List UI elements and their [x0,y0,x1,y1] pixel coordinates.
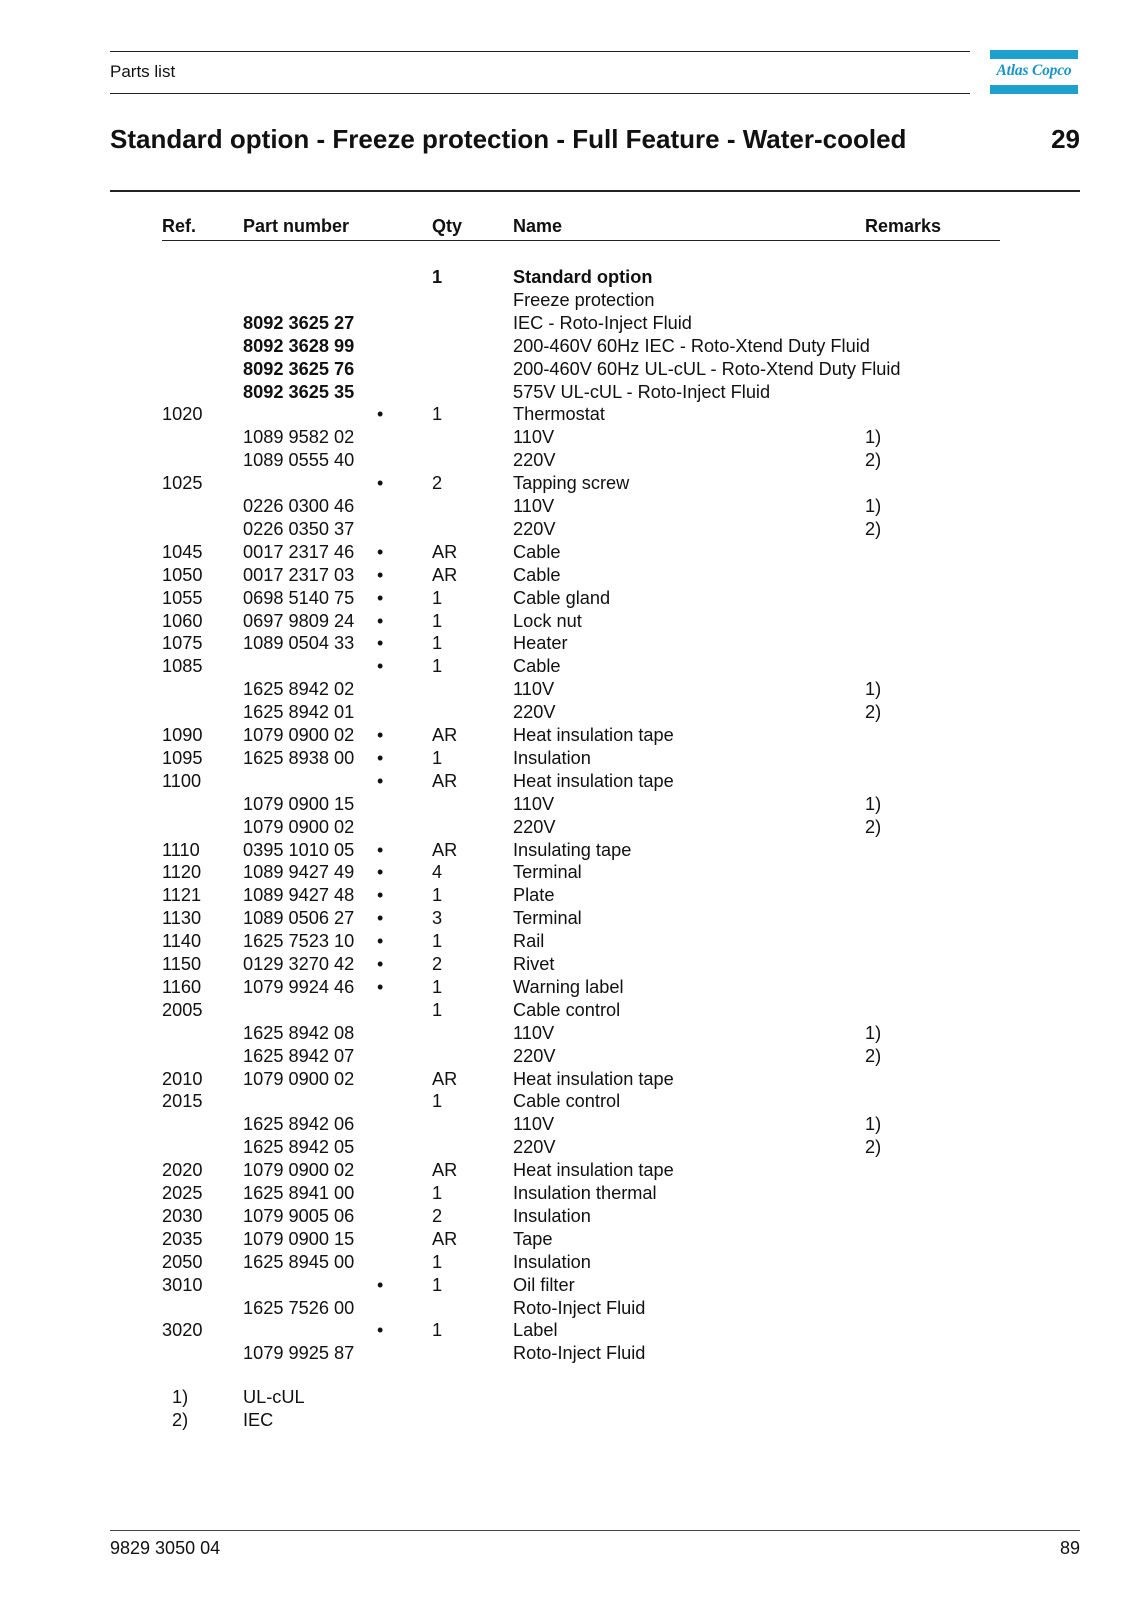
bullet-marker: • [377,725,384,745]
table-row [0,816,1131,839]
table-row [0,1205,1131,1228]
table-row [0,770,1131,793]
part-number-cell: 0226 0350 37 [243,518,355,539]
name-cell: 220V [513,816,556,837]
qty-cell: 1 [432,1274,443,1295]
name-cell: 220V [513,1137,556,1158]
table-row [0,1251,1131,1274]
remarks-cell: 1) [865,793,882,814]
table-row [0,495,1131,518]
table-row [0,1045,1131,1068]
ref-cell: 1020 [162,404,203,425]
ref-cell: 1045 [162,541,203,562]
ref-cell: 2025 [162,1183,203,1203]
name-cell: Cable gland [513,587,611,608]
remarks-cell: 1) [865,1114,882,1135]
name-cell: 200-460V 60Hz UL-cUL - Roto-Xtend Duty Fluid [513,358,901,379]
footnote-text: UL-cUL [243,1387,305,1408]
part-number-cell: 1625 8942 07 [243,1045,355,1066]
ref-cell: 2030 [162,1205,203,1226]
table-row [0,564,1131,587]
name-cell: Oil filter [513,1274,575,1295]
bullet-marker: • [377,747,384,768]
name-cell: Cable [513,564,561,585]
remarks-cell: 1) [865,679,882,700]
table-row [0,976,1131,999]
footnote-text: IEC [243,1410,274,1431]
table-row [0,358,1131,381]
name-cell: Plate [513,885,555,906]
bullet-marker: • [377,633,384,654]
footnote [0,1386,1131,1409]
bullet-marker: • [377,656,384,677]
name-cell: Heat insulation tape [513,1068,674,1089]
qty-cell: 1 [432,656,443,677]
name-cell: Insulation thermal [513,1183,657,1203]
remarks-cell: 1) [865,496,882,516]
qty-cell: AR [432,1160,458,1181]
qty-cell: AR [432,1068,458,1089]
table-row [0,1159,1131,1182]
table-row [0,1113,1131,1136]
part-number-cell: 0226 0300 46 [243,496,355,516]
table-row [0,953,1131,976]
part-number-cell: 1079 9925 87 [243,1343,355,1364]
ref-cell: 2020 [162,1160,203,1181]
remarks-cell: 2) [865,1045,882,1066]
qty-cell: 1 [432,1091,443,1112]
name-cell: Terminal [513,908,582,929]
remarks-cell: 2) [865,450,882,471]
bullet-marker: • [377,862,384,883]
part-number-cell: 1625 8945 00 [243,1251,355,1272]
ref-cell: 2015 [162,1091,203,1112]
name-cell: Insulation [513,1205,591,1226]
part-number-cell: 1625 8942 05 [243,1137,355,1158]
part-number-cell: 1625 8942 02 [243,679,355,700]
name-cell: Lock nut [513,610,582,631]
table-row [0,266,1131,289]
table-row [0,747,1131,770]
table-row [0,1090,1131,1113]
ref-cell: 1050 [162,564,203,585]
bullet-marker: • [377,473,384,494]
part-number-cell: 1079 0900 02 [243,816,355,837]
qty-cell: 1 [432,931,443,952]
table-row [0,449,1131,472]
column-header-part-number: Part number [243,216,350,236]
table-row [0,839,1131,862]
section-number: 29 [1051,124,1080,154]
part-number-cell: 1089 0504 33 [243,633,355,654]
bullet-marker: • [377,587,384,608]
qty-cell: AR [432,541,458,562]
name-cell: Cable control [513,999,621,1020]
ref-cell: 3020 [162,1320,203,1341]
bullet-marker: • [377,885,384,906]
table-row [0,1182,1131,1205]
part-number-cell: 8092 3625 35 [243,381,355,402]
ref-cell: 1130 [162,908,202,929]
name-cell: Thermostat [513,404,605,425]
bullet-marker: • [377,976,384,997]
part-number-cell: 1079 0900 02 [243,1160,355,1181]
name-cell: 110V [513,496,555,516]
table-row [0,541,1131,564]
ref-cell: 1085 [162,656,203,677]
page-title: Standard option - Freeze protection - Full Feature - Water-cooled [110,124,907,154]
part-number-cell: 1089 9427 48 [243,885,355,906]
name-cell: Insulation [513,747,591,768]
part-number-cell: 1079 0900 15 [243,1228,355,1249]
name-cell: 110V [513,427,555,448]
table-row [0,426,1131,449]
remarks-cell: 1) [865,427,882,448]
ref-cell: 1150 [162,954,202,974]
qty-cell: 2 [432,954,443,974]
table-row [0,632,1131,655]
remarks-cell: 2) [865,1137,882,1158]
name-cell: IEC - Roto-Inject Fluid [513,312,692,333]
bullet-marker: • [377,610,384,631]
qty-cell: AR [432,725,458,745]
part-number-cell: 0017 2317 03 [243,564,355,585]
name-cell: 220V [513,450,556,471]
part-number-cell: 0395 1010 05 [243,839,355,860]
part-number-cell: 0129 3270 42 [243,954,355,974]
table-row [0,289,1131,312]
section-label: Parts list [110,62,176,81]
ref-cell: 1090 [162,725,203,745]
ref-cell: 2010 [162,1068,203,1089]
ref-cell: 2005 [162,999,203,1020]
qty-cell: 1 [432,587,443,608]
table-row [0,335,1131,358]
footnote [0,1409,1131,1432]
name-cell: Cable [513,541,561,562]
name-cell: Rail [513,931,545,952]
part-number-cell: 1079 9005 06 [243,1205,355,1226]
qty-cell: 1 [432,976,443,997]
name-cell: 110V [513,1114,555,1135]
name-cell: Warning label [513,976,624,997]
table-row [0,472,1131,495]
part-number-cell: 1089 0506 27 [243,908,355,929]
table-row [0,724,1131,747]
part-number-cell: 1089 9582 02 [243,427,355,448]
table-row [0,1319,1131,1342]
ref-cell: 1160 [162,976,202,997]
ref-cell: 1075 [162,633,203,654]
table-row [0,1342,1131,1365]
document-number: 9829 3050 04 [110,1538,221,1558]
qty-cell: 1 [432,1183,443,1203]
name-cell: Standard option [513,267,653,287]
qty-cell: AR [432,770,458,791]
table-row [0,1022,1131,1045]
table-row [0,930,1131,953]
part-number-cell: 1079 0900 02 [243,1068,355,1089]
table-row [0,1228,1131,1251]
bullet-marker: • [377,908,384,929]
name-cell: Terminal [513,862,582,883]
remarks-cell: 2) [865,816,882,837]
part-number-cell: 8092 3628 99 [243,335,355,356]
part-number-cell: 1625 8942 01 [243,702,355,723]
table-row [0,907,1131,930]
qty-cell: AR [432,564,458,585]
ref-cell: 1060 [162,610,203,631]
table-row [0,587,1131,610]
table-row [0,518,1131,541]
part-number-cell: 1625 8942 08 [243,1022,355,1043]
qty-cell: 2 [432,1205,443,1226]
table-row [0,999,1131,1022]
table-row [0,403,1131,426]
name-cell: Heater [513,633,568,654]
bullet-marker: • [377,404,384,425]
name-cell: Roto-Inject Fluid [513,1343,646,1364]
name-cell: 220V [513,1045,556,1066]
name-cell: 200-460V 60Hz IEC - Roto-Xtend Duty Fluid [513,335,870,356]
bullet-marker: • [377,541,384,562]
part-number-cell: 1625 7523 10 [243,931,355,952]
ref-cell: 1100 [162,770,202,791]
table-row [0,381,1131,404]
table-row [0,1136,1131,1159]
table-row [0,793,1131,816]
part-number-cell: 8092 3625 27 [243,312,355,333]
name-cell: Insulation [513,1251,591,1272]
page-number: 89 [1059,1538,1080,1558]
bullet-marker: • [377,931,384,952]
qty-cell: 1 [432,999,443,1020]
ref-cell: 2050 [162,1251,203,1272]
part-number-cell: 1079 9924 46 [243,976,355,997]
ref-cell: 1140 [162,931,202,952]
ref-cell: 1121 [162,885,202,906]
qty-cell: AR [432,839,458,860]
bullet-marker: • [377,839,384,860]
name-cell: Heat insulation tape [513,725,674,745]
qty-cell: 1 [432,404,443,425]
qty-cell: 1 [432,1320,443,1341]
footnote-mark: 1) [172,1387,189,1408]
part-number-cell: 1625 7526 00 [243,1297,355,1318]
table-row [0,1297,1131,1320]
part-number-cell: 1625 8938 00 [243,747,355,768]
ref-cell: 1110 [162,839,200,860]
part-number-cell: 1079 0900 02 [243,725,355,745]
name-cell: Heat insulation tape [513,1160,674,1181]
part-number-cell: 0017 2317 46 [243,541,355,562]
ref-cell: 1055 [162,587,203,608]
part-number-cell: 1625 8942 06 [243,1114,355,1135]
qty-cell: 1 [432,267,443,287]
qty-cell: 2 [432,473,443,494]
name-cell: 110V [513,793,555,814]
name-cell: Roto-Inject Fluid [513,1297,646,1318]
name-cell: Tapping screw [513,473,630,494]
remarks-cell: 2) [865,518,882,539]
ref-cell: 1120 [162,862,202,883]
qty-cell: 3 [432,908,443,929]
bullet-marker: • [377,564,384,585]
qty-cell: 1 [432,1251,443,1272]
bullet-marker: • [377,1274,384,1295]
column-header-qty: Qty [432,216,463,236]
column-header-remarks: Remarks [865,216,942,236]
column-header-ref: Ref. [162,216,197,236]
qty-cell: 1 [432,610,443,631]
name-cell: Cable [513,656,561,677]
table-row [0,1274,1131,1297]
bullet-marker: • [377,954,384,974]
bullet-marker: • [377,1320,384,1341]
name-cell: Freeze protection [513,289,655,310]
table-row [0,701,1131,724]
part-number-cell: 1089 0555 40 [243,450,355,471]
table-row [0,1068,1131,1091]
part-number-cell: 1625 8941 00 [243,1183,355,1203]
ref-cell: 2035 [162,1228,203,1249]
table-row [0,678,1131,701]
column-header-name: Name [513,216,563,236]
name-cell: 110V [513,1022,555,1043]
qty-cell: 1 [432,747,443,768]
part-number-cell: 8092 3625 76 [243,358,355,379]
remarks-cell: 2) [865,702,882,723]
part-number-cell: 0698 5140 75 [243,587,355,608]
name-cell: 220V [513,518,556,539]
table-row [0,655,1131,678]
name-cell: Tape [513,1228,553,1249]
table-row [0,861,1131,884]
bullet-marker: • [377,770,384,791]
part-number-cell: 1089 9427 49 [243,862,355,883]
qty-cell: 1 [432,885,443,906]
name-cell: 110V [513,679,555,700]
footnote-mark: 2) [172,1410,189,1431]
footer-rule [110,1530,1080,1531]
name-cell: 220V [513,702,556,723]
ref-cell: 1095 [162,747,203,768]
name-cell: Cable control [513,1091,621,1112]
ref-cell: 3010 [162,1274,203,1295]
name-cell: 575V UL-cUL - Roto-Inject Fluid [513,381,771,402]
name-cell: Rivet [513,954,555,974]
table-row [0,610,1131,633]
name-cell: Label [513,1320,558,1341]
name-cell: Heat insulation tape [513,770,674,791]
part-number-cell: 1079 0900 15 [243,793,355,814]
qty-cell: 1 [432,633,443,654]
qty-cell: 4 [432,862,443,883]
part-number-cell: 0697 9809 24 [243,610,355,631]
ref-cell: 1025 [162,473,203,494]
name-cell: Insulating tape [513,839,632,860]
table-row [0,312,1131,335]
logo-wordmark: Atlas Copco [996,62,1072,79]
remarks-cell: 1) [865,1022,882,1043]
qty-cell: AR [432,1228,458,1249]
table-row [0,884,1131,907]
